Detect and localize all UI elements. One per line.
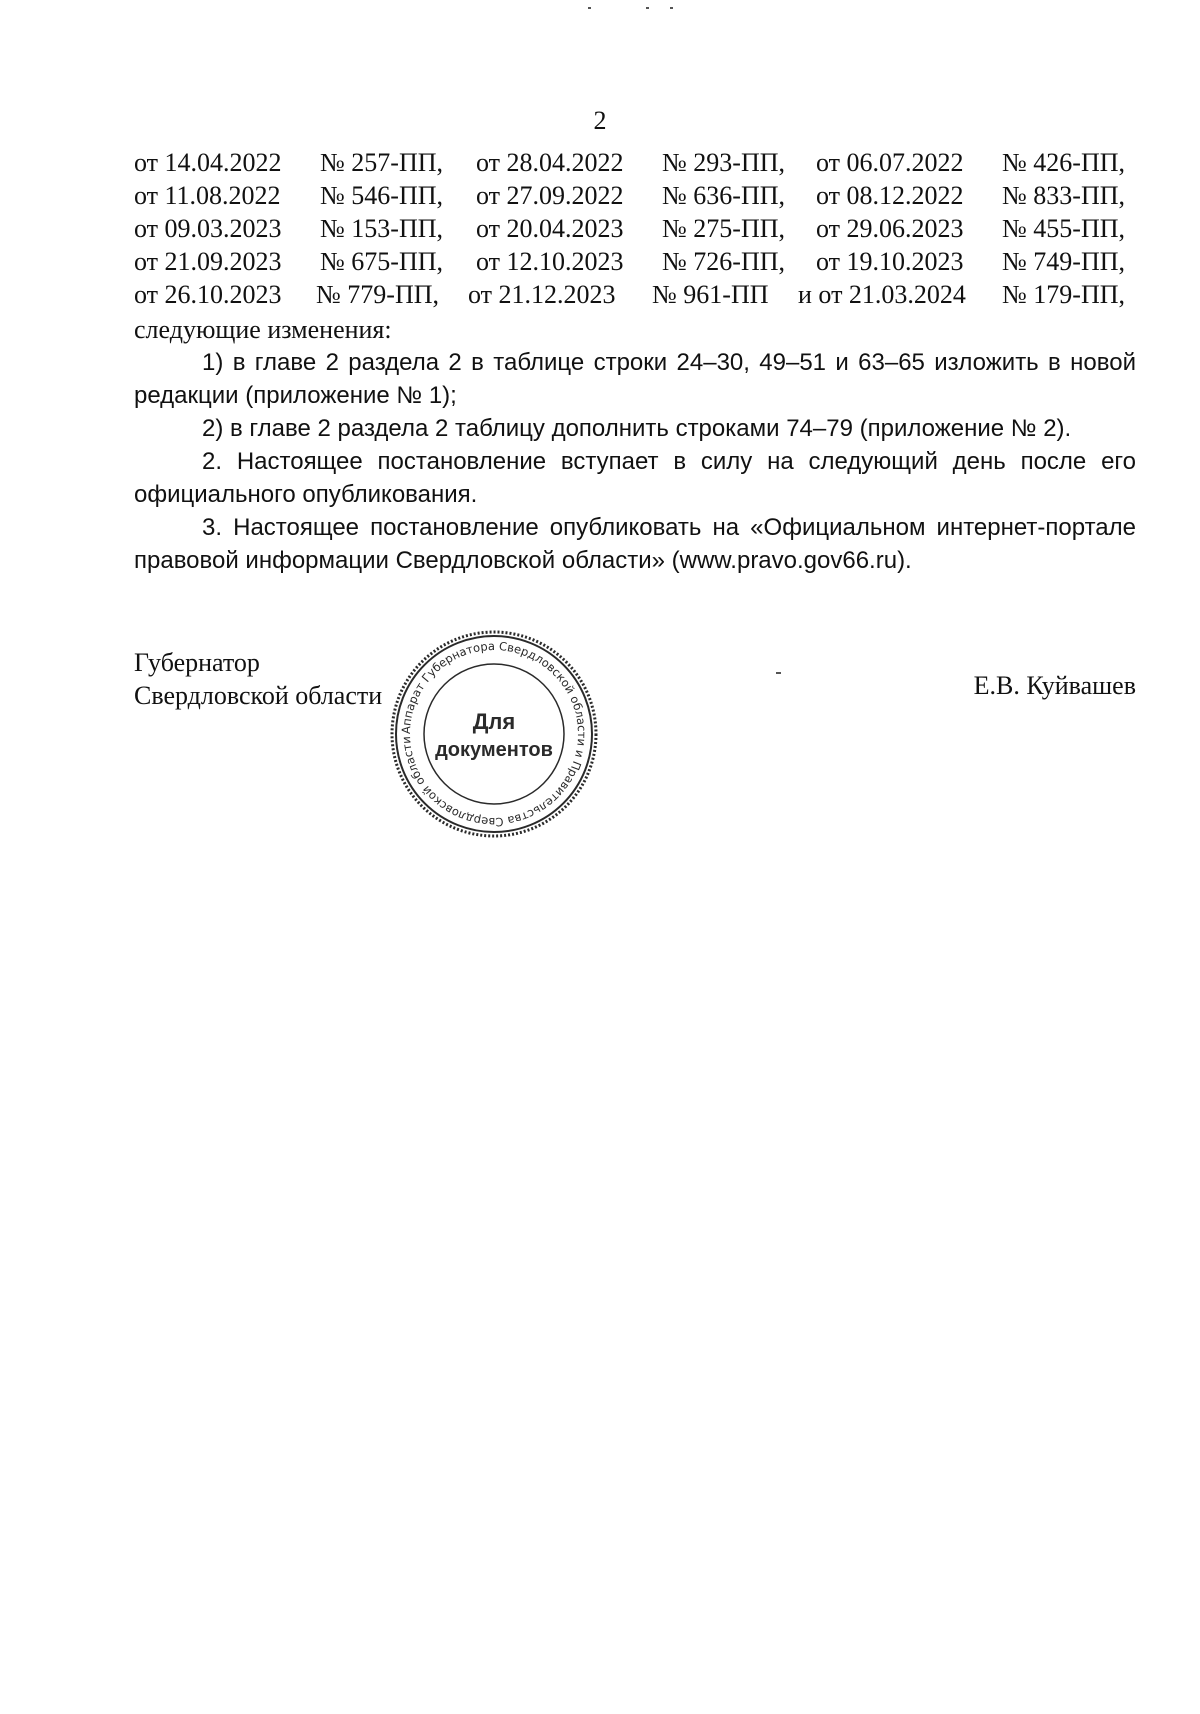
ref-date: от 29.06.2023 [816,214,964,243]
scan-speck [776,672,781,674]
official-stamp [389,629,599,839]
resolution-items [134,346,1136,577]
page-number: 2 [593,106,607,135]
ref-number: № 546-ПП, [320,181,444,210]
changes-intro-text: следующие изменения: [134,315,392,344]
signatory-name: Е.В. Куйвашев [973,671,1136,700]
ref-number: № 257-ПП, [320,148,444,177]
stamp-center-line-2: документов [435,739,553,761]
svg-text:Аппарат Губернатора Свердловск [399,639,589,829]
reference-row [134,280,1136,313]
stamp-seal [389,629,599,839]
item-1: 1) в главе 2 раздела 2 в таблице строки 24–30, 49–51 и 63–65 изложить в новой редакции (приложение № 1); [134,349,1136,409]
ref-date: от 19.10.2023 [816,247,964,276]
ref-number: № 779-ПП, [316,280,440,309]
ref-date: от 14.04.2022 [134,148,282,177]
ref-number: № 726-ПП, [662,247,786,276]
reference-row [134,181,1136,214]
ref-date: от 26.10.2023 [134,280,282,309]
ref-date: от 21.12.2023 [468,280,616,309]
ref-date: от 12.10.2023 [476,247,624,276]
scan-speck [670,7,673,9]
item-2: 2) в главе 2 раздела 2 таблицу дополнить строками 74–79 (приложение № 2). [202,415,1072,442]
ref-number: № 426-ПП, [1002,148,1126,177]
ref-number: № 275-ПП, [662,214,786,243]
ref-date: и от 21.03.2024 [798,280,966,309]
ref-date: от 11.08.2022 [134,181,281,210]
ref-date: от 20.04.2023 [476,214,624,243]
ref-number: № 179-ПП, [1002,280,1126,309]
item-effective-date: 2. Настоящее постановление вступает в силу на следующий день после его официального опубликования. [134,448,1136,508]
ref-date: от 21.09.2023 [134,247,282,276]
ref-number: № 455-ПП, [1002,214,1126,243]
position-line-2: Свердловской области [134,681,383,710]
scan-speck [588,7,591,9]
ref-date: от 08.12.2022 [816,181,964,210]
position-line-1: Губернатор [134,648,260,677]
changes-intro [134,313,1136,346]
ref-number: № 749-ПП, [1002,247,1126,276]
ref-number: № 833-ПП, [1002,181,1126,210]
reference-row [134,214,1136,247]
reference-row [134,247,1136,280]
ref-number: № 675-ПП, [320,247,444,276]
ref-number: № 636-ПП, [662,181,786,210]
stamp-center-line-1: Для [472,709,516,734]
ref-number: № 293-ПП, [662,148,786,177]
ref-number: № 153-ПП, [320,214,444,243]
ref-date: от 09.03.2023 [134,214,282,243]
resolution-references [134,148,1136,313]
signatory-position [134,646,382,712]
scan-speck [646,7,649,9]
ref-date: от 28.04.2022 [476,148,624,177]
reference-row [134,148,1136,181]
ref-date: от 27.09.2022 [476,181,624,210]
ref-date: от 06.07.2022 [816,148,964,177]
stamp-ring-text: Аппарат Губернатора Свердловской области и Правительства Свердловской области [398,638,590,830]
item-publication: 3. Настоящее постановление опубликовать на «Официальном интернет-портале правовой информации Свердловской области» (www.pravo.gov66.ru). [134,514,1136,574]
ref-number: № 961-ПП [652,280,769,309]
